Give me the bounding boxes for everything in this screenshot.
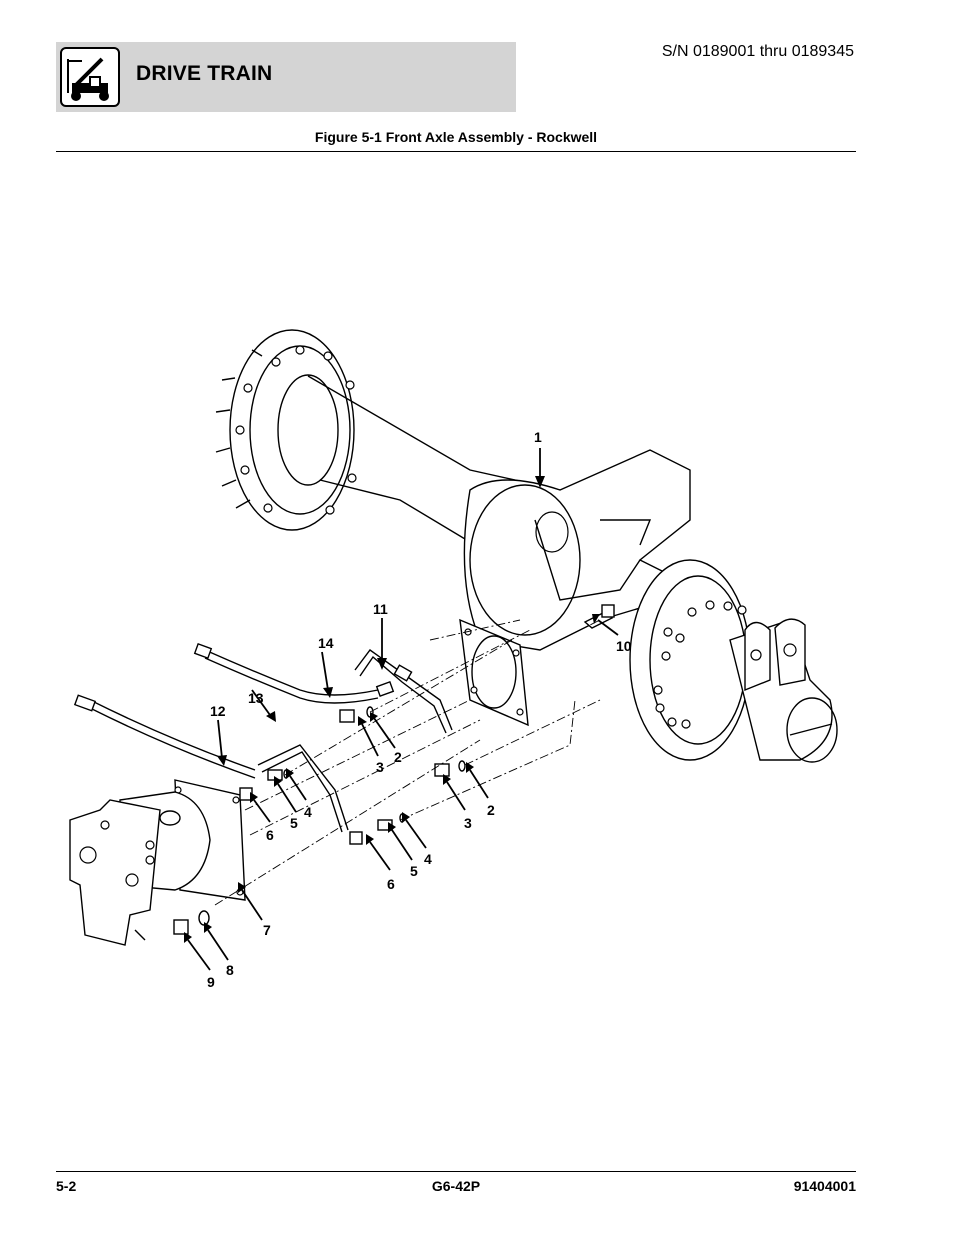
axle-housing <box>216 330 837 762</box>
callout-4a: 4 <box>304 804 312 820</box>
callout-9: 9 <box>207 974 215 990</box>
footer-rule <box>56 1171 856 1172</box>
callout-7: 7 <box>263 922 271 938</box>
callout-6b: 6 <box>387 876 395 892</box>
callout-5b: 5 <box>410 863 418 879</box>
callout-10: 10 <box>616 638 632 654</box>
callout-4b: 4 <box>424 851 432 867</box>
callout-2a: 2 <box>394 749 402 765</box>
callout-3a: 3 <box>376 759 384 775</box>
section-title: DRIVE TRAIN <box>136 62 273 85</box>
callout-13: 13 <box>248 690 264 706</box>
callout-3b: 3 <box>464 815 472 831</box>
callout-5a: 5 <box>290 815 298 831</box>
callout-12: 12 <box>210 703 226 719</box>
callout-8: 8 <box>226 962 234 978</box>
callout-6a: 6 <box>266 827 274 843</box>
hydraulic-motor <box>70 780 245 945</box>
callout-1: 1 <box>534 429 542 445</box>
manual-number: 91404001 <box>793 1178 856 1194</box>
model-number: G6-42P <box>431 1178 481 1194</box>
figure-caption: Figure 5-1 Front Axle Assembly - Rockwell <box>314 129 598 145</box>
callout-14: 14 <box>318 635 334 651</box>
alignment-lines <box>215 620 600 905</box>
page-number: 5-2 <box>56 1178 77 1194</box>
serial-range: S/N 0189001 thru 0189345 <box>661 43 854 60</box>
callout-2b: 2 <box>487 802 495 818</box>
callout-11: 11 <box>373 601 388 617</box>
